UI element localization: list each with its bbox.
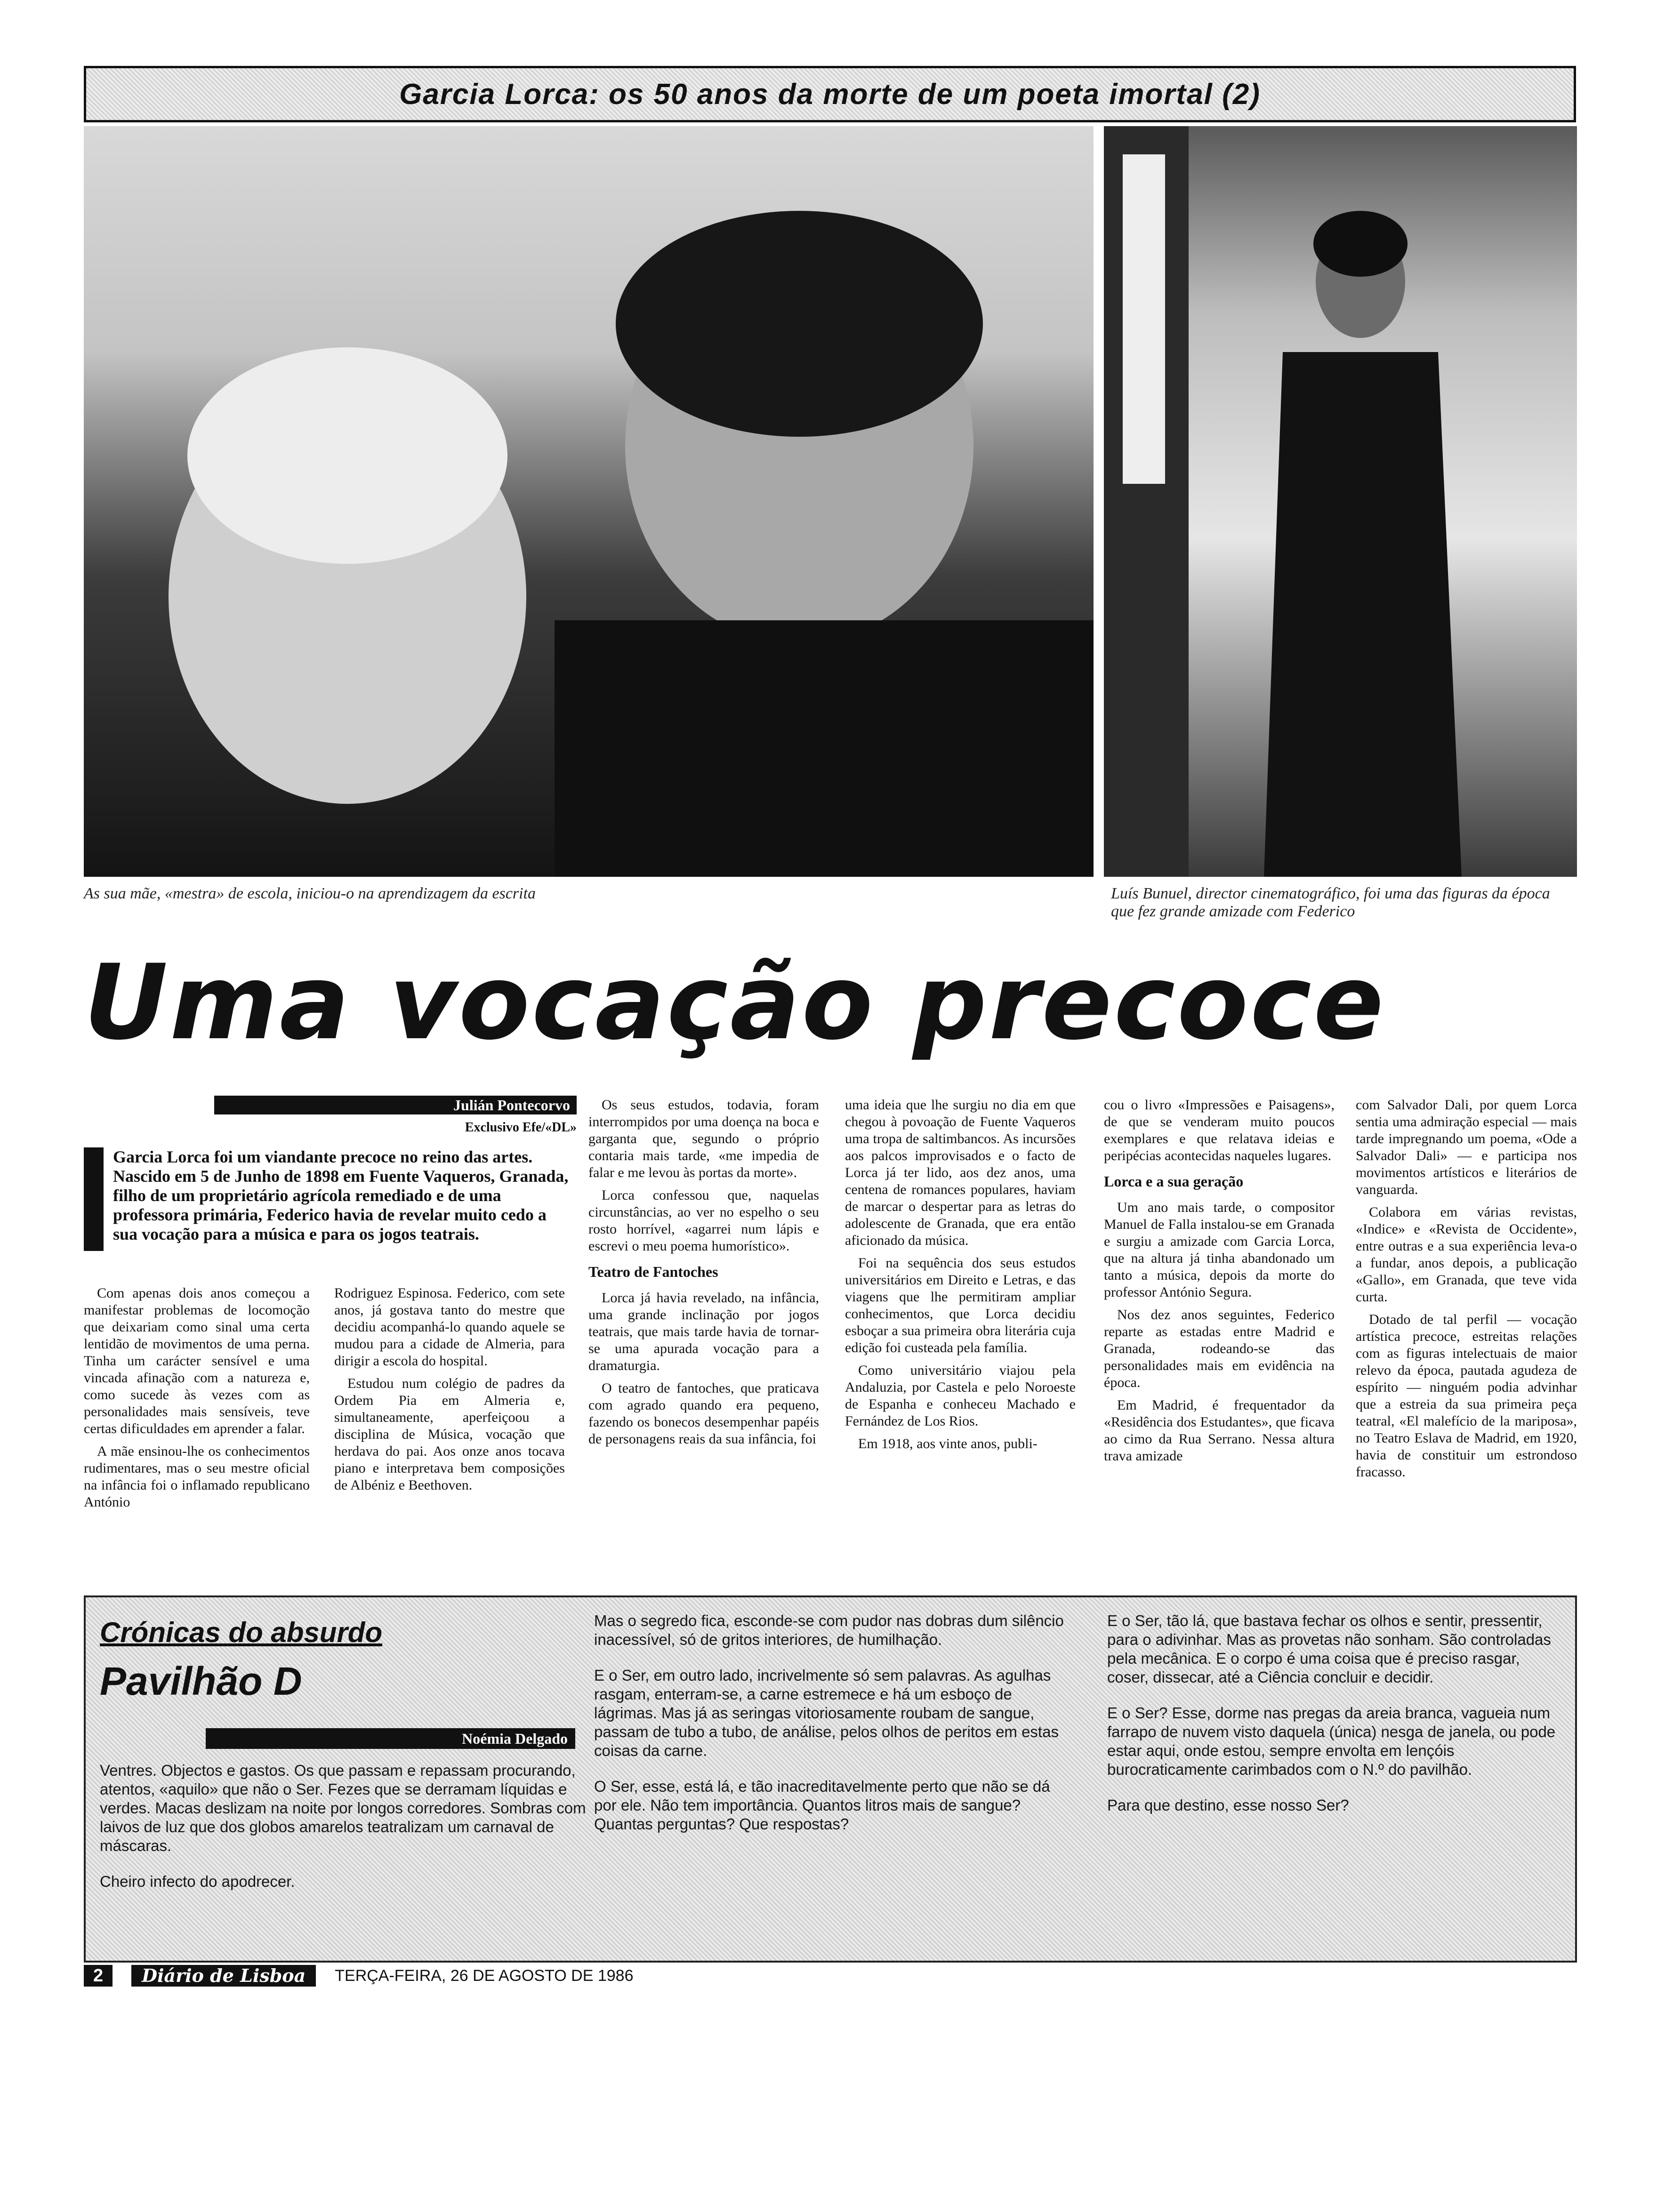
paragraph: Foi na sequência dos seus estudos universitários em Direito e Letras, e das viagens que lhe permitiram ampliar conhecimentos, que Lorca decidiu esboçar a sua primeira obra literária cuja edição foi custeada pela família. (845, 1255, 1076, 1355)
photo-bunuel (1104, 126, 1577, 877)
paragraph: O Ser, esse, está lá, e tão inacreditavelmente perto que não se dá por ele. Não tem importância. Quantos litros mais de sangue? Quantas perguntas? Que respostas? (594, 1778, 1050, 1833)
paragraph: Ventres. Objectos e gastos. Os que passam e repassam procurando, atentos, «aquilo» que não o Ser. Fezes que se derramam líquidas e verdes. Macas deslizam na noite por longos corredores. Sombras com laivos de luz que dos globos amarelos teatralizam um carnaval de máscaras. (100, 1762, 586, 1854)
article-column-6 (1356, 1097, 1577, 1486)
paragraph: Cheiro infecto do apodrecer. (100, 1873, 295, 1890)
photo-caption-left: As sua mãe, «mestra» de escola, iniciou-o na aprendizagem da escrita (84, 885, 536, 902)
paragraph: cou o livro «Impressões e Paisagens», de que se venderam muito poucos exemplares e que relatava ideias e peripécias acontecidas naqueles lugares. (1104, 1097, 1335, 1163)
paragraph: A mãe ensinou-lhe os conhecimentos rudimentares, mas o seu mestre oficial na infância foi o inflamado republicano António (84, 1443, 310, 1510)
subheading-teatro-de-fantoches: Teatro de Fantoches (588, 1263, 718, 1280)
paragraph: Para que destino, esse nosso Ser? (1107, 1796, 1349, 1814)
subheading-lorca-e-a-sua-geracao: Lorca e a sua geração (1104, 1173, 1244, 1190)
paragraph: Colabora em várias revistas, «Indice» e «Revista de Occidente», entre outras e a sua experiência leva-o a fundar, anos depois, a publicação «Gallo», em Granada, que teve vida curta. (1356, 1204, 1577, 1305)
article-column-3 (588, 1097, 819, 1453)
paragraph: Um ano mais tarde, o compositor Manuel de Falla instalou-se em Granada e surgiu a amizade com Garcia Lorca, que na altura já tinha abandonado um tanto a música, depois da morte do professor António Segura. (1104, 1200, 1335, 1300)
article-column-1 (84, 1285, 310, 1516)
newspaper-name: Diário de Lisboa (131, 1965, 316, 1987)
paragraph: E o Ser, em outro lado, incrivelmente só sem palavras. As agulhas rasgam, enterram-se, a carne estremece e há um esboço de lágrimas. Mas já as seringas vitoriosamente roubam de sangue, passam de tubo a tubo, de análise, pelos olhos de peritos em estas coisas da carne. (594, 1667, 1059, 1759)
article-column-2 (334, 1285, 565, 1499)
paragraph: Dotado de tal perfil — vocação artística precoce, estreitas relações com as figuras intelectuais de maior relevo da época, pautada agudeza de espírito — ninguém podia advinhar que a estreia da sua primeira peça teatral, «El malefício de la mariposa», no Teatro Eslava de Madrid, em 1920, havia de constituir um estrondoso fracasso. (1356, 1312, 1577, 1480)
paragraph: Estudou num colégio de padres da Ordem Pia em Almeria e, simultaneamente, aperfeiçoou a disciplina de Música, vocação que herdava do pai. Aos onze anos tocava piano e interpretava bem composições de Albéniz e Beethoven. (334, 1376, 565, 1493)
article-headline: Uma vocação precoce (84, 942, 1386, 1063)
byline: Julián Pontecorvo (214, 1096, 577, 1114)
photo-caption-right: Luís Bunuel, director cinematográfico, foi uma das figuras da época que fez grande amizade com Federico (1111, 885, 1550, 920)
paragraph: Rodriguez Espinosa. Federico, com sete anos, já gostava tanto do mestre que decidiu acompanhá-lo quando aquele se mudou para a cidade de Almeria, para dirigir a escola do hospital. (334, 1285, 565, 1369)
paragraph: O teatro de fantoches, que praticava com agrado quando era pequeno, fazendo os bonecos desempenhar papéis de personagens reais da sua infância, foi (588, 1380, 819, 1447)
dropcap-bar (84, 1147, 104, 1251)
cronicas-column-3 (1107, 1611, 1564, 1832)
cronicas-column-2 (594, 1611, 1065, 1851)
paragraph: Lorca já havia revelado, na infância, uma grande inclinação por jogos teatrais, que mais tarde havia de tornar-se uma apurada vocação para a dramaturgia. (588, 1290, 819, 1373)
paragraph: Com apenas dois anos começou a manifestar problemas de locomoção que deixariam como sinal uma certa lentidão de movimentos de uma perna. Tinha um carácter sensível e uma vincada afinação com a natureza e, como sucede às vezes com as personalidades mais sensíveis, teve certas dificuldades em aprender a falar. (84, 1285, 310, 1436)
page-number: 2 (84, 1965, 113, 1987)
paragraph: E o Ser, tão lá, que bastava fechar os olhos e sentir, pressentir, para o adivinhar. Mas as provetas não sonham. São controladas pela mecânica. E o corpo é uma coisa que é preciso rasgar, coser, dissecar, até a Ciência concluir e decidir. (1107, 1612, 1551, 1686)
paragraph: uma ideia que lhe surgiu no dia em que chegou à povoação de Fuente Vaqueros uma tropa de saltimbancos. As incursões aos palcos improvisados e o facto de Lorca já ter lido, aos dez anos, uma centena de romances populares, haviam de marcar o despertar para as letras do adolescente de Granada, que era então aficionado da música. (845, 1097, 1076, 1248)
paragraph: Como universitário viajou pela Andaluzia, por Castela e pelo Noroeste de Espanha e conheceu Machado e Fernández de Los Rios. (845, 1362, 1076, 1429)
publication-date: TERÇA-FEIRA, 26 DE AGOSTO DE 1986 (335, 1966, 634, 1985)
paragraph: Lorca confessou que, naquelas circunstâncias, ao ver no espelho o seu rosto horrível, «agarrei num lápis e escrevi o meu poema humorístico». (588, 1187, 819, 1254)
paragraph: Nos dez anos seguintes, Federico reparte as estadas entre Madrid e Granada, rodeando-se das personalidades mais em evidência na época. (1104, 1307, 1335, 1390)
paragraph: Em 1918, aos vinte anos, publi- (858, 1436, 1038, 1451)
paragraph: Os seus estudos, todavia, foram interrompidos por uma doença na boca e garganta que, segundo o próprio contaria mais tarde, «me impedia de falar e me levou às portas da morte». (588, 1097, 819, 1180)
article-lead (84, 1147, 573, 1251)
cronicas-section-title: Crónicas do absurdo (100, 1617, 383, 1648)
paragraph: E o Ser? Esse, dorme nas pregas da areia branca, vagueia num farrapo de nuvem visto daquela (única) nesga de janela, ou pode estar aqui, onde estou, sempre envolta em lençóis burocraticamente carimbados com o N.º do pavilhão. (1107, 1704, 1556, 1778)
page-footer (84, 1965, 634, 1987)
agency-credit: Exclusivo Efe/«DL» (465, 1120, 577, 1135)
section-banner (84, 66, 1576, 122)
cronicas-byline: Noémia Delgado (206, 1728, 575, 1749)
cronicas-column-1 (100, 1761, 589, 1908)
cronicas-title: Pavilhão D (100, 1659, 302, 1703)
lead-text: Garcia Lorca foi um viandante precoce no reino das artes. Nascido em 5 de Junho de 1898 em Fuente Vaqueros, Granada, filho de um proprietário agrícola remediado e de uma professora primária, Federico havia de revelar muito cedo a sua vocação para a música e para os jogos teatrais. (113, 1147, 569, 1243)
article-column-4 (845, 1097, 1076, 1458)
paragraph: Em Madrid, é frequentador da «Residência dos Estudantes», que ficava ao cimo da Rua Serrano. Nessa altura trava amizade (1104, 1397, 1335, 1464)
article-column-5 (1104, 1097, 1335, 1470)
paragraph: com Salvador Dali, por quem Lorca sentia uma admiração especial — mais tarde impregnando um poema, «Ode a Salvador Dali» — e participa nos movimentos artísticos e literários de vanguarda. (1356, 1097, 1577, 1197)
cronicas-box (84, 1595, 1577, 1963)
banner-title: Garcia Lorca: os 50 anos da morte de um poeta imortal (2) (399, 78, 1261, 111)
paragraph: Mas o segredo fica, esconde-se com pudor nas dobras dum silêncio inacessível, só de gritos interiores, de humilhação. (594, 1612, 1064, 1648)
photo-lorca-and-mother (84, 126, 1094, 877)
